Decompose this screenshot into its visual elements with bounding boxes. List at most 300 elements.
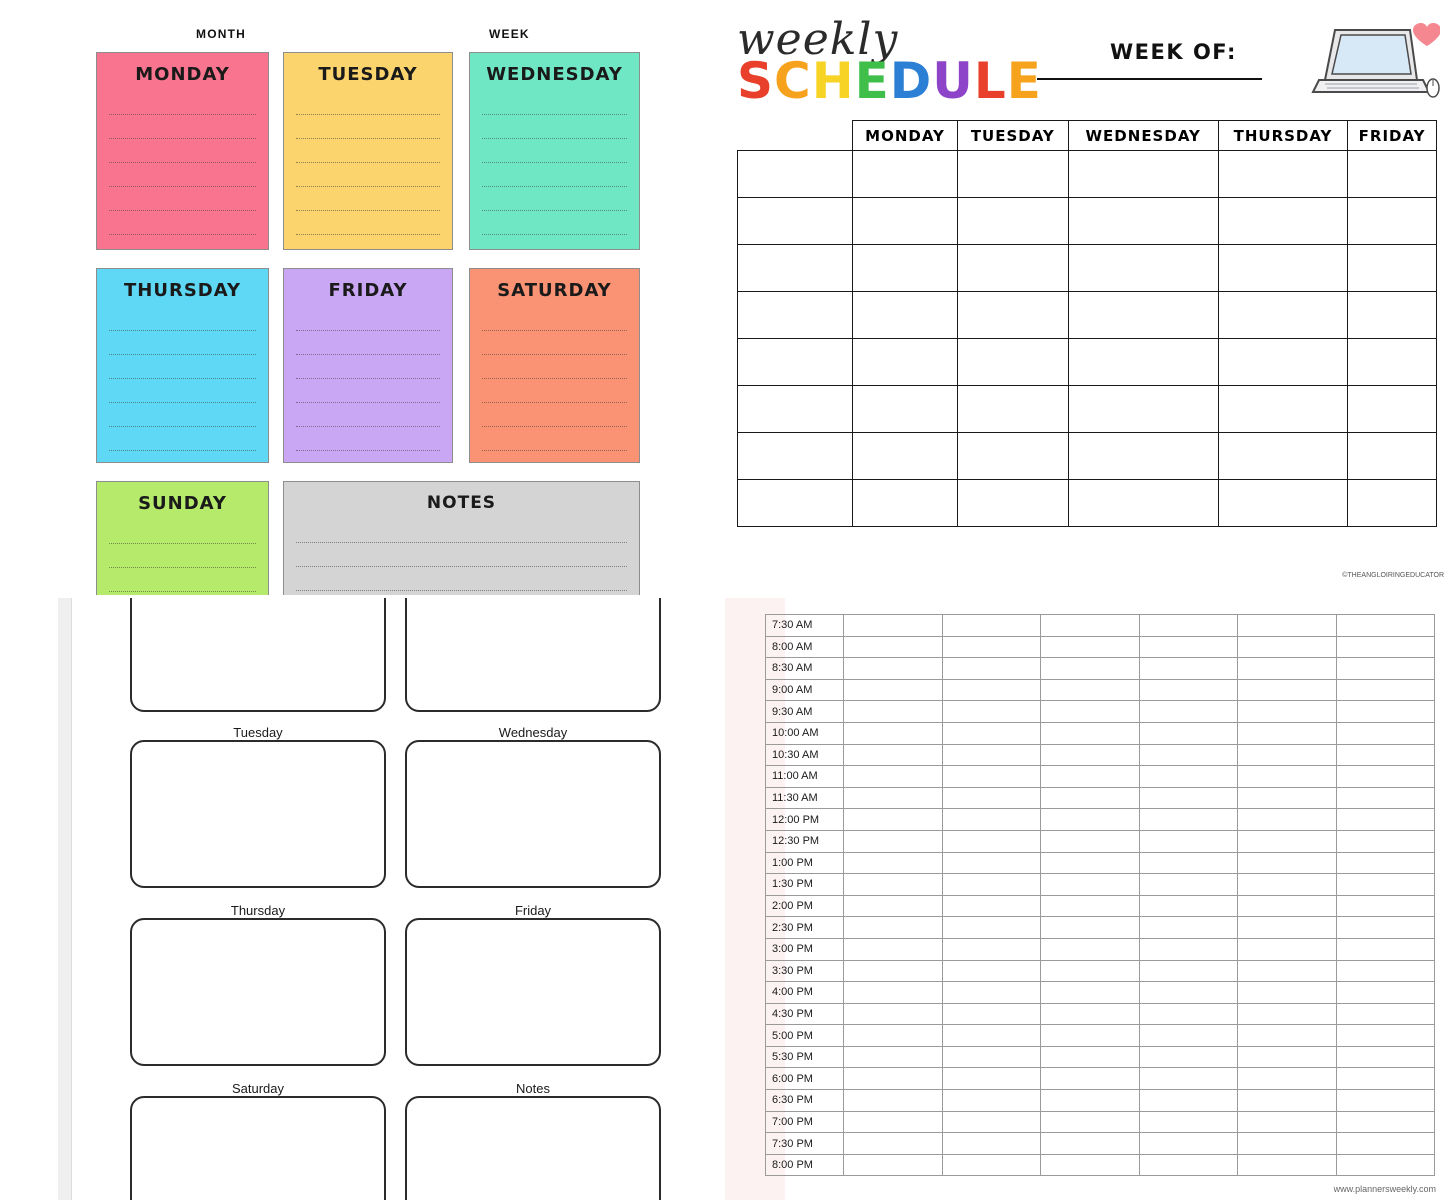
schedule-entry-cell[interactable] <box>1218 339 1347 386</box>
writing-line[interactable] <box>296 543 627 567</box>
writing-line[interactable] <box>296 115 440 139</box>
time-slot-entry-cell[interactable] <box>1238 1111 1337 1133</box>
writing-line[interactable] <box>109 568 256 592</box>
writing-line[interactable] <box>109 163 256 187</box>
day-card-tuesday[interactable] <box>130 740 386 888</box>
time-slot-entry-cell[interactable] <box>1336 722 1435 744</box>
writing-line[interactable] <box>109 379 256 403</box>
table-row <box>738 245 1437 292</box>
schedule-entry-cell[interactable] <box>1068 339 1218 386</box>
day-box-wednesday[interactable] <box>469 52 640 250</box>
time-slot-entry-cell[interactable] <box>1041 1025 1140 1047</box>
time-slot-entry-cell[interactable] <box>1238 636 1337 658</box>
time-slot-entry-cell[interactable] <box>1139 982 1238 1004</box>
time-slot-entry-cell[interactable] <box>942 766 1041 788</box>
day-box-saturday[interactable] <box>469 268 640 463</box>
time-slot-entry-cell[interactable] <box>1238 1025 1337 1047</box>
time-slot-entry-cell[interactable] <box>1238 615 1337 637</box>
day-box-sunday[interactable] <box>96 481 269 595</box>
time-slot-entry-cell[interactable] <box>1238 982 1337 1004</box>
day-card[interactable] <box>130 598 386 712</box>
time-slot-entry-cell[interactable] <box>1139 701 1238 723</box>
writing-line[interactable] <box>296 567 627 591</box>
schedule-entry-cell[interactable] <box>1068 480 1218 527</box>
time-slot-entry-cell[interactable] <box>1139 787 1238 809</box>
time-slot-entry-cell[interactable] <box>1336 744 1435 766</box>
time-slot-entry-cell[interactable] <box>1139 874 1238 896</box>
time-slot-entry-cell[interactable] <box>1041 1068 1140 1090</box>
time-slot-label: 10:00 AM <box>766 722 844 744</box>
table-row <box>766 938 1435 960</box>
time-slot-entry-cell[interactable] <box>1238 701 1337 723</box>
writing-line[interactable] <box>109 427 256 451</box>
time-slot-entry-cell[interactable] <box>1139 615 1238 637</box>
time-slot-label: 5:00 PM <box>766 1025 844 1047</box>
time-slot-entry-cell[interactable] <box>1139 636 1238 658</box>
time-slot-entry-cell[interactable] <box>1041 938 1140 960</box>
time-slot-entry-cell[interactable] <box>844 874 943 896</box>
schedule-entry-cell[interactable] <box>1218 386 1347 433</box>
schedule-entry-cell[interactable] <box>853 151 958 198</box>
time-slot-entry-cell[interactable] <box>1336 938 1435 960</box>
time-slot-entry-cell[interactable] <box>844 615 943 637</box>
table-row <box>766 1003 1435 1025</box>
writing-line[interactable] <box>109 520 256 544</box>
time-slot-entry-cell[interactable] <box>942 658 1041 680</box>
time-slot-entry-cell[interactable] <box>1336 658 1435 680</box>
time-slot-entry-cell[interactable] <box>942 1025 1041 1047</box>
time-slot-entry-cell[interactable] <box>844 1154 943 1176</box>
writing-line[interactable] <box>482 187 627 211</box>
writing-line[interactable] <box>482 307 627 331</box>
schedule-entry-cell[interactable] <box>958 198 1068 245</box>
time-slot-entry-cell[interactable] <box>1238 1003 1337 1025</box>
table-row <box>738 433 1437 480</box>
schedule-entry-cell[interactable] <box>1348 339 1437 386</box>
time-slot-entry-cell[interactable] <box>1336 874 1435 896</box>
time-slot-entry-cell[interactable] <box>844 1090 943 1112</box>
writing-lines[interactable] <box>470 91 639 235</box>
time-slot-entry-cell[interactable] <box>1041 874 1140 896</box>
time-slot-entry-cell[interactable] <box>1238 809 1337 831</box>
time-slot-entry-cell[interactable] <box>1041 917 1140 939</box>
title-script-word: weekly <box>737 14 899 65</box>
time-slot-entry-cell[interactable] <box>942 982 1041 1004</box>
time-slot-entry-cell[interactable] <box>1336 1111 1435 1133</box>
table-row <box>766 679 1435 701</box>
schedule-entry-cell[interactable] <box>853 198 958 245</box>
time-slot-entry-cell[interactable] <box>1139 766 1238 788</box>
time-slot-entry-cell[interactable] <box>1238 1154 1337 1176</box>
time-slot-entry-cell[interactable] <box>1336 852 1435 874</box>
time-slot-entry-cell[interactable] <box>844 787 943 809</box>
schedule-entry-cell[interactable] <box>1068 151 1218 198</box>
time-slot-entry-cell[interactable] <box>844 722 943 744</box>
time-slot-entry-cell[interactable] <box>1139 658 1238 680</box>
time-slot-entry-cell[interactable] <box>1139 679 1238 701</box>
time-slot-entry-cell[interactable] <box>1041 636 1140 658</box>
time-slot-entry-cell[interactable] <box>1139 1111 1238 1133</box>
writing-lines[interactable] <box>284 519 639 591</box>
laptop-icon <box>1305 22 1440 102</box>
time-slot-entry-cell[interactable] <box>844 1025 943 1047</box>
writing-line[interactable] <box>482 403 627 427</box>
day-card-saturday[interactable] <box>130 1096 386 1200</box>
schedule-entry-cell[interactable] <box>853 339 958 386</box>
time-slot-entry-cell[interactable] <box>942 830 1041 852</box>
time-slot-entry-cell[interactable] <box>1139 917 1238 939</box>
schedule-entry-cell[interactable] <box>1348 292 1437 339</box>
schedule-row-label-cell[interactable] <box>738 292 853 339</box>
time-slot-entry-cell[interactable] <box>1041 679 1140 701</box>
time-slot-entry-cell[interactable] <box>1139 744 1238 766</box>
time-slot-entry-cell[interactable] <box>942 917 1041 939</box>
writing-line[interactable] <box>296 307 440 331</box>
writing-lines[interactable] <box>470 307 639 451</box>
time-slot-entry-cell[interactable] <box>1238 766 1337 788</box>
schedule-row-label-cell[interactable] <box>738 480 853 527</box>
time-slot-entry-cell[interactable] <box>1336 679 1435 701</box>
time-slot-entry-cell[interactable] <box>1336 1068 1435 1090</box>
writing-line[interactable] <box>482 331 627 355</box>
schedule-entry-cell[interactable] <box>1348 245 1437 292</box>
schedule-entry-cell[interactable] <box>1218 480 1347 527</box>
writing-line[interactable] <box>482 379 627 403</box>
time-slot-entry-cell[interactable] <box>1041 1003 1140 1025</box>
time-slot-entry-cell[interactable] <box>1238 722 1337 744</box>
time-slot-entry-cell[interactable] <box>844 1133 943 1155</box>
time-slot-label: 2:30 PM <box>766 917 844 939</box>
schedule-entry-cell[interactable] <box>1068 433 1218 480</box>
time-slot-entry-cell[interactable] <box>942 744 1041 766</box>
time-slot-label: 3:00 PM <box>766 938 844 960</box>
day-box-thursday[interactable] <box>96 268 269 463</box>
time-slot-entry-cell[interactable] <box>942 809 1041 831</box>
schedule-entry-cell[interactable] <box>958 433 1068 480</box>
time-slot-label: 1:00 PM <box>766 852 844 874</box>
schedule-row-label-cell[interactable] <box>738 245 853 292</box>
time-slot-entry-cell[interactable] <box>1139 1068 1238 1090</box>
writing-line[interactable] <box>109 331 256 355</box>
time-slot-entry-cell[interactable] <box>1238 1090 1337 1112</box>
time-slot-entry-cell[interactable] <box>844 895 943 917</box>
writing-line[interactable] <box>109 355 256 379</box>
schedule-entry-cell[interactable] <box>1348 386 1437 433</box>
time-slot-entry-cell[interactable] <box>1238 830 1337 852</box>
writing-line[interactable] <box>296 427 440 451</box>
writing-line[interactable] <box>482 139 627 163</box>
time-slot-entry-cell[interactable] <box>1238 1068 1337 1090</box>
time-slot-entry-cell[interactable] <box>844 658 943 680</box>
time-slot-entry-cell[interactable] <box>1041 766 1140 788</box>
time-slot-entry-cell[interactable] <box>942 1090 1041 1112</box>
time-slot-label: 12:00 PM <box>766 809 844 831</box>
time-slot-entry-cell[interactable] <box>844 960 943 982</box>
time-slot-entry-cell[interactable] <box>1238 895 1337 917</box>
notes-box-label: NOTES <box>426 493 497 513</box>
time-slot-entry-cell[interactable] <box>844 744 943 766</box>
day-card-thursday[interactable] <box>130 918 386 1066</box>
schedule-column-header: TUESDAY <box>958 121 1068 151</box>
time-slot-entry-cell[interactable] <box>1139 938 1238 960</box>
time-slot-entry-cell[interactable] <box>1139 722 1238 744</box>
day-box-monday[interactable] <box>96 52 269 250</box>
time-slot-entry-cell[interactable] <box>1238 938 1337 960</box>
time-slot-entry-cell[interactable] <box>1041 787 1140 809</box>
writing-lines[interactable] <box>284 91 452 235</box>
schedule-entry-cell[interactable] <box>1218 198 1347 245</box>
writing-lines[interactable] <box>284 307 452 451</box>
writing-line[interactable] <box>109 139 256 163</box>
schedule-row-label-cell[interactable] <box>738 433 853 480</box>
time-slot-entry-cell[interactable] <box>1336 1003 1435 1025</box>
time-slot-entry-cell[interactable] <box>844 1111 943 1133</box>
time-slot-entry-cell[interactable] <box>1336 960 1435 982</box>
time-slot-entry-cell[interactable] <box>1041 722 1140 744</box>
time-slot-entry-cell[interactable] <box>844 982 943 1004</box>
time-slot-entry-cell[interactable] <box>942 787 1041 809</box>
writing-line[interactable] <box>296 187 440 211</box>
title-letter: E <box>854 52 890 110</box>
time-slot-entry-cell[interactable] <box>1041 1154 1140 1176</box>
time-slot-entry-cell[interactable] <box>1041 852 1140 874</box>
writing-line[interactable] <box>109 307 256 331</box>
time-slot-entry-cell[interactable] <box>1139 1133 1238 1155</box>
writing-line[interactable] <box>109 91 256 115</box>
writing-line[interactable] <box>109 544 256 568</box>
time-slot-entry-cell[interactable] <box>1041 1111 1140 1133</box>
time-slot-entry-cell[interactable] <box>942 895 1041 917</box>
schedule-entry-cell[interactable] <box>1348 480 1437 527</box>
time-slot-entry-cell[interactable] <box>1336 982 1435 1004</box>
time-slot-entry-cell[interactable] <box>942 1046 1041 1068</box>
time-slot-entry-cell[interactable] <box>1238 960 1337 982</box>
schedule-entry-cell[interactable] <box>1348 433 1437 480</box>
time-slot-entry-cell[interactable] <box>942 960 1041 982</box>
time-slot-entry-cell[interactable] <box>844 852 943 874</box>
writing-line[interactable] <box>296 139 440 163</box>
schedule-entry-cell[interactable] <box>958 245 1068 292</box>
time-slot-entry-cell[interactable] <box>1238 658 1337 680</box>
time-slot-entry-cell[interactable] <box>844 938 943 960</box>
time-slot-entry-cell[interactable] <box>942 1068 1041 1090</box>
writing-line[interactable] <box>109 187 256 211</box>
time-slot-entry-cell[interactable] <box>1139 1025 1238 1047</box>
time-slot-entry-cell[interactable] <box>1041 744 1140 766</box>
schedule-row-label-cell[interactable] <box>738 151 853 198</box>
writing-line[interactable] <box>109 211 256 235</box>
schedule-row-label-cell[interactable] <box>738 386 853 433</box>
time-slot-entry-cell[interactable] <box>942 1154 1041 1176</box>
time-slot-entry-cell[interactable] <box>1336 787 1435 809</box>
time-slot-entry-cell[interactable] <box>1336 917 1435 939</box>
writing-line[interactable] <box>296 163 440 187</box>
schedule-entry-cell[interactable] <box>1218 245 1347 292</box>
time-slot-entry-cell[interactable] <box>942 679 1041 701</box>
week-of-input-line[interactable] <box>1037 78 1262 80</box>
time-slot-label: 4:30 PM <box>766 1003 844 1025</box>
time-slot-entry-cell[interactable] <box>1336 809 1435 831</box>
copyright-text: ©THEANGLOIRINGEDUCATOR <box>1342 572 1444 579</box>
schedule-entry-cell[interactable] <box>1218 292 1347 339</box>
schedule-entry-cell[interactable] <box>1068 198 1218 245</box>
time-slot-entry-cell[interactable] <box>1041 895 1140 917</box>
time-slot-entry-cell[interactable] <box>942 1003 1041 1025</box>
time-slot-entry-cell[interactable] <box>1041 615 1140 637</box>
schedule-row-label-cell[interactable] <box>738 198 853 245</box>
time-slot-entry-cell[interactable] <box>1041 1046 1140 1068</box>
writing-line[interactable] <box>296 519 627 543</box>
day-card-friday[interactable] <box>405 918 661 1066</box>
writing-line[interactable] <box>482 355 627 379</box>
time-slot-entry-cell[interactable] <box>1336 636 1435 658</box>
schedule-row-label-cell[interactable] <box>738 339 853 386</box>
time-slot-entry-cell[interactable] <box>1139 1154 1238 1176</box>
writing-line[interactable] <box>482 115 627 139</box>
time-slot-entry-cell[interactable] <box>1041 809 1140 831</box>
day-card-label: Notes <box>516 1081 550 1096</box>
schedule-entry-cell[interactable] <box>1218 151 1347 198</box>
writing-line[interactable] <box>482 91 627 115</box>
time-slot-entry-cell[interactable] <box>844 766 943 788</box>
day-card-label: Thursday <box>230 903 286 918</box>
time-slot-entry-cell[interactable] <box>1041 982 1140 1004</box>
writing-lines[interactable] <box>97 91 268 235</box>
schedule-entry-cell[interactable] <box>853 386 958 433</box>
time-slot-entry-cell[interactable] <box>1336 830 1435 852</box>
time-slot-entry-cell[interactable] <box>942 615 1041 637</box>
time-slot-entry-cell[interactable] <box>1238 787 1337 809</box>
time-slot-entry-cell[interactable] <box>1336 1025 1435 1047</box>
time-slot-entry-cell[interactable] <box>942 636 1041 658</box>
schedule-entry-cell[interactable] <box>958 292 1068 339</box>
writing-line[interactable] <box>482 211 627 235</box>
time-slot-entry-cell[interactable] <box>1336 895 1435 917</box>
time-slot-entry-cell[interactable] <box>942 1133 1041 1155</box>
time-slot-entry-cell[interactable] <box>1238 1133 1337 1155</box>
writing-line[interactable] <box>296 91 440 115</box>
time-slot-entry-cell[interactable] <box>1238 744 1337 766</box>
time-slot-entry-cell[interactable] <box>1041 701 1140 723</box>
time-slot-entry-cell[interactable] <box>1238 1046 1337 1068</box>
day-card[interactable] <box>405 598 661 712</box>
time-slot-label: 12:30 PM <box>766 830 844 852</box>
schedule-entry-cell[interactable] <box>853 292 958 339</box>
schedule-entry-cell[interactable] <box>1348 151 1437 198</box>
writing-line[interactable] <box>109 115 256 139</box>
time-slot-entry-cell[interactable] <box>844 830 943 852</box>
time-slot-entry-cell[interactable] <box>1041 658 1140 680</box>
time-slot-entry-cell[interactable] <box>1238 917 1337 939</box>
day-box-friday[interactable] <box>283 268 453 463</box>
writing-lines[interactable] <box>97 307 268 451</box>
time-slot-entry-cell[interactable] <box>1336 1090 1435 1112</box>
writing-line[interactable] <box>482 163 627 187</box>
time-slot-entry-cell[interactable] <box>1139 830 1238 852</box>
time-slot-entry-cell[interactable] <box>844 636 943 658</box>
day-card-planner <box>0 598 715 1200</box>
time-slot-entry-cell[interactable] <box>1336 701 1435 723</box>
time-slot-entry-cell[interactable] <box>942 722 1041 744</box>
time-slot-entry-cell[interactable] <box>1336 766 1435 788</box>
time-slot-entry-cell[interactable] <box>1139 960 1238 982</box>
time-slot-entry-cell[interactable] <box>844 809 943 831</box>
time-slot-entry-cell[interactable] <box>1238 874 1337 896</box>
schedule-entry-cell[interactable] <box>1218 433 1347 480</box>
day-card-notes[interactable] <box>405 1096 661 1200</box>
time-slot-entry-cell[interactable] <box>942 701 1041 723</box>
schedule-entry-cell[interactable] <box>958 151 1068 198</box>
writing-line[interactable] <box>296 211 440 235</box>
writing-line[interactable] <box>296 403 440 427</box>
time-slot-entry-cell[interactable] <box>844 1068 943 1090</box>
writing-lines[interactable] <box>97 520 268 592</box>
schedule-entry-cell[interactable] <box>853 245 958 292</box>
schedule-entry-cell[interactable] <box>1068 386 1218 433</box>
schedule-entry-cell[interactable] <box>1068 245 1218 292</box>
time-slot-entry-cell[interactable] <box>942 938 1041 960</box>
time-slot-entry-cell[interactable] <box>1139 895 1238 917</box>
schedule-entry-cell[interactable] <box>853 433 958 480</box>
schedule-entry-cell[interactable] <box>958 339 1068 386</box>
time-slot-entry-cell[interactable] <box>1336 1154 1435 1176</box>
schedule-entry-cell[interactable] <box>958 480 1068 527</box>
notes-box[interactable] <box>283 481 640 595</box>
time-slot-entry-cell[interactable] <box>1041 960 1140 982</box>
time-slot-entry-cell[interactable] <box>1336 615 1435 637</box>
time-slot-entry-cell[interactable] <box>844 917 943 939</box>
schedule-entry-cell[interactable] <box>958 386 1068 433</box>
time-slot-entry-cell[interactable] <box>1041 1133 1140 1155</box>
schedule-column-header: FRIDAY <box>1348 121 1437 151</box>
time-slot-entry-cell[interactable] <box>1139 1003 1238 1025</box>
time-slot-entry-cell[interactable] <box>844 679 943 701</box>
time-slot-entry-cell[interactable] <box>1139 1046 1238 1068</box>
time-slot-label: 6:00 PM <box>766 1068 844 1090</box>
time-slot-entry-cell[interactable] <box>844 1003 943 1025</box>
time-slot-entry-cell[interactable] <box>1139 852 1238 874</box>
schedule-entry-cell[interactable] <box>1348 198 1437 245</box>
time-slot-entry-cell[interactable] <box>1238 679 1337 701</box>
time-slot-entry-cell[interactable] <box>844 701 943 723</box>
time-slot-entry-cell[interactable] <box>844 1046 943 1068</box>
time-slot-entry-cell[interactable] <box>1139 809 1238 831</box>
time-slot-label: 8:00 AM <box>766 636 844 658</box>
writing-line[interactable] <box>109 403 256 427</box>
table-row <box>766 852 1435 874</box>
time-slot-entry-cell[interactable] <box>1041 830 1140 852</box>
writing-line[interactable] <box>296 355 440 379</box>
writing-line[interactable] <box>296 379 440 403</box>
schedule-entry-cell[interactable] <box>853 480 958 527</box>
day-box-tuesday[interactable] <box>283 52 453 250</box>
writing-line[interactable] <box>482 427 627 451</box>
day-card-wednesday[interactable] <box>405 740 661 888</box>
writing-line[interactable] <box>296 331 440 355</box>
time-slot-entry-cell[interactable] <box>942 874 1041 896</box>
time-slot-entry-cell[interactable] <box>1336 1046 1435 1068</box>
hourly-time-planner <box>725 598 1450 1200</box>
table-row <box>766 1133 1435 1155</box>
time-slot-entry-cell[interactable] <box>1238 852 1337 874</box>
time-slot-entry-cell[interactable] <box>1336 1133 1435 1155</box>
time-slot-entry-cell[interactable] <box>942 1111 1041 1133</box>
title-letter: H <box>811 52 855 110</box>
time-slot-entry-cell[interactable] <box>1041 1090 1140 1112</box>
time-slot-entry-cell[interactable] <box>1139 1090 1238 1112</box>
schedule-entry-cell[interactable] <box>1068 292 1218 339</box>
time-slot-entry-cell[interactable] <box>942 852 1041 874</box>
